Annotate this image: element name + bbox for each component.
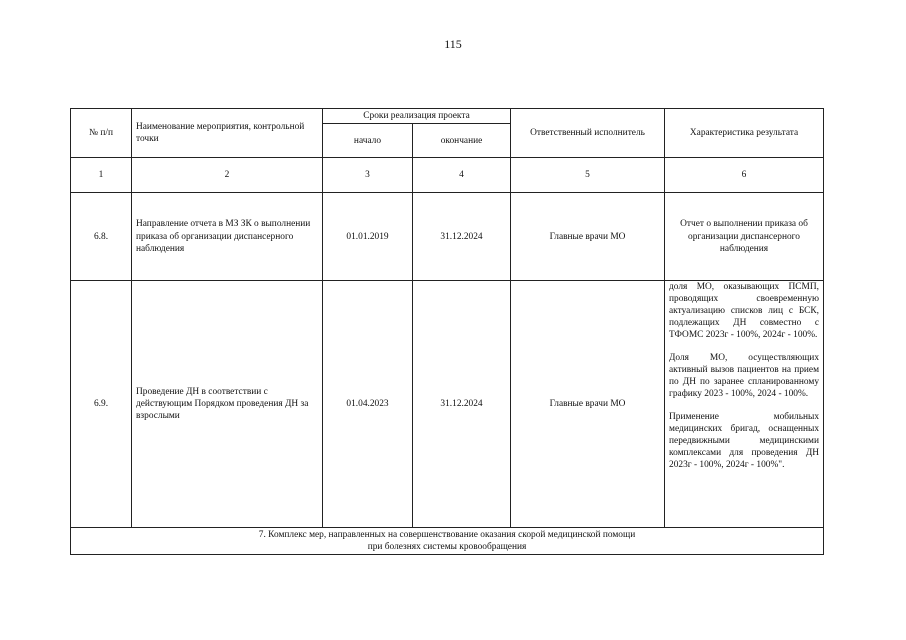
result-paragraph: доля МО, оказывающих ПСМП, проводящих своевременную актуализацию списков лиц с БСК, подлежащих ДН совместно с ТФОМС 2023г - 100%, 2024г - 100%.: [669, 282, 820, 341]
column-number: 4: [413, 158, 511, 193]
section-heading: [71, 528, 824, 555]
page-number: 115: [444, 37, 462, 51]
table-row: [71, 281, 824, 528]
result-paragraph: Доля МО, осуществляющих активный вызов пациентов на прием по ДН по заранее спланированному графику 2023 - 100%, 2024 - 100%.: [669, 353, 820, 400]
column-number: 6: [665, 158, 824, 193]
row-start: 01.01.2019: [323, 193, 413, 281]
header-result: Характеристика результата: [665, 109, 824, 158]
result-paragraph: Применение мобильных медицинских бригад, оснащенных передвижными медицинскими комплексами для проведения ДН 2023г - 100%, 2024г - 100%".: [669, 412, 820, 471]
column-number: 1: [71, 158, 132, 193]
column-number: 2: [132, 158, 323, 193]
row-end: 31.12.2024: [413, 193, 511, 281]
row-name: Направление отчета в МЗ ЗК о выполнении приказа об организации диспансерного наблюдения: [132, 193, 323, 281]
section-heading-line2: при болезнях системы кровообращения: [367, 542, 527, 553]
row-result: [665, 281, 824, 528]
column-number: 3: [323, 158, 413, 193]
row-end: 31.12.2024: [413, 281, 511, 528]
section-heading-row: [71, 528, 824, 555]
header-responsible: Ответственный исполнитель: [511, 109, 665, 158]
header-name: Наименование мероприятия, контрольной точки: [132, 109, 323, 158]
header-row: [71, 109, 824, 124]
row-responsible: Главные врачи МО: [511, 281, 665, 528]
row-num: 6.9.: [71, 281, 132, 528]
row-responsible: Главные врачи МО: [511, 193, 665, 281]
header-num: № п/п: [71, 109, 132, 158]
column-numbers-row: [71, 158, 824, 193]
row-result: Отчет о выполнении приказа об организации диспансерного наблюдения: [665, 193, 824, 281]
table-row: [71, 193, 824, 281]
measures-table: [70, 108, 824, 555]
row-name: Проведение ДН в соответствии с действующим Порядком проведения ДН за взрослыми: [132, 281, 323, 528]
column-number: 5: [511, 158, 665, 193]
row-start: 01.04.2023: [323, 281, 413, 528]
header-end: окончание: [413, 124, 511, 158]
header-start: начало: [323, 124, 413, 158]
row-num: 6.8.: [71, 193, 132, 281]
section-heading-line1: 7. Комплекс мер, направленных на совершенствование оказания скорой медицинской помощи: [258, 530, 636, 541]
header-terms-group: Сроки реализация проекта: [323, 109, 511, 124]
